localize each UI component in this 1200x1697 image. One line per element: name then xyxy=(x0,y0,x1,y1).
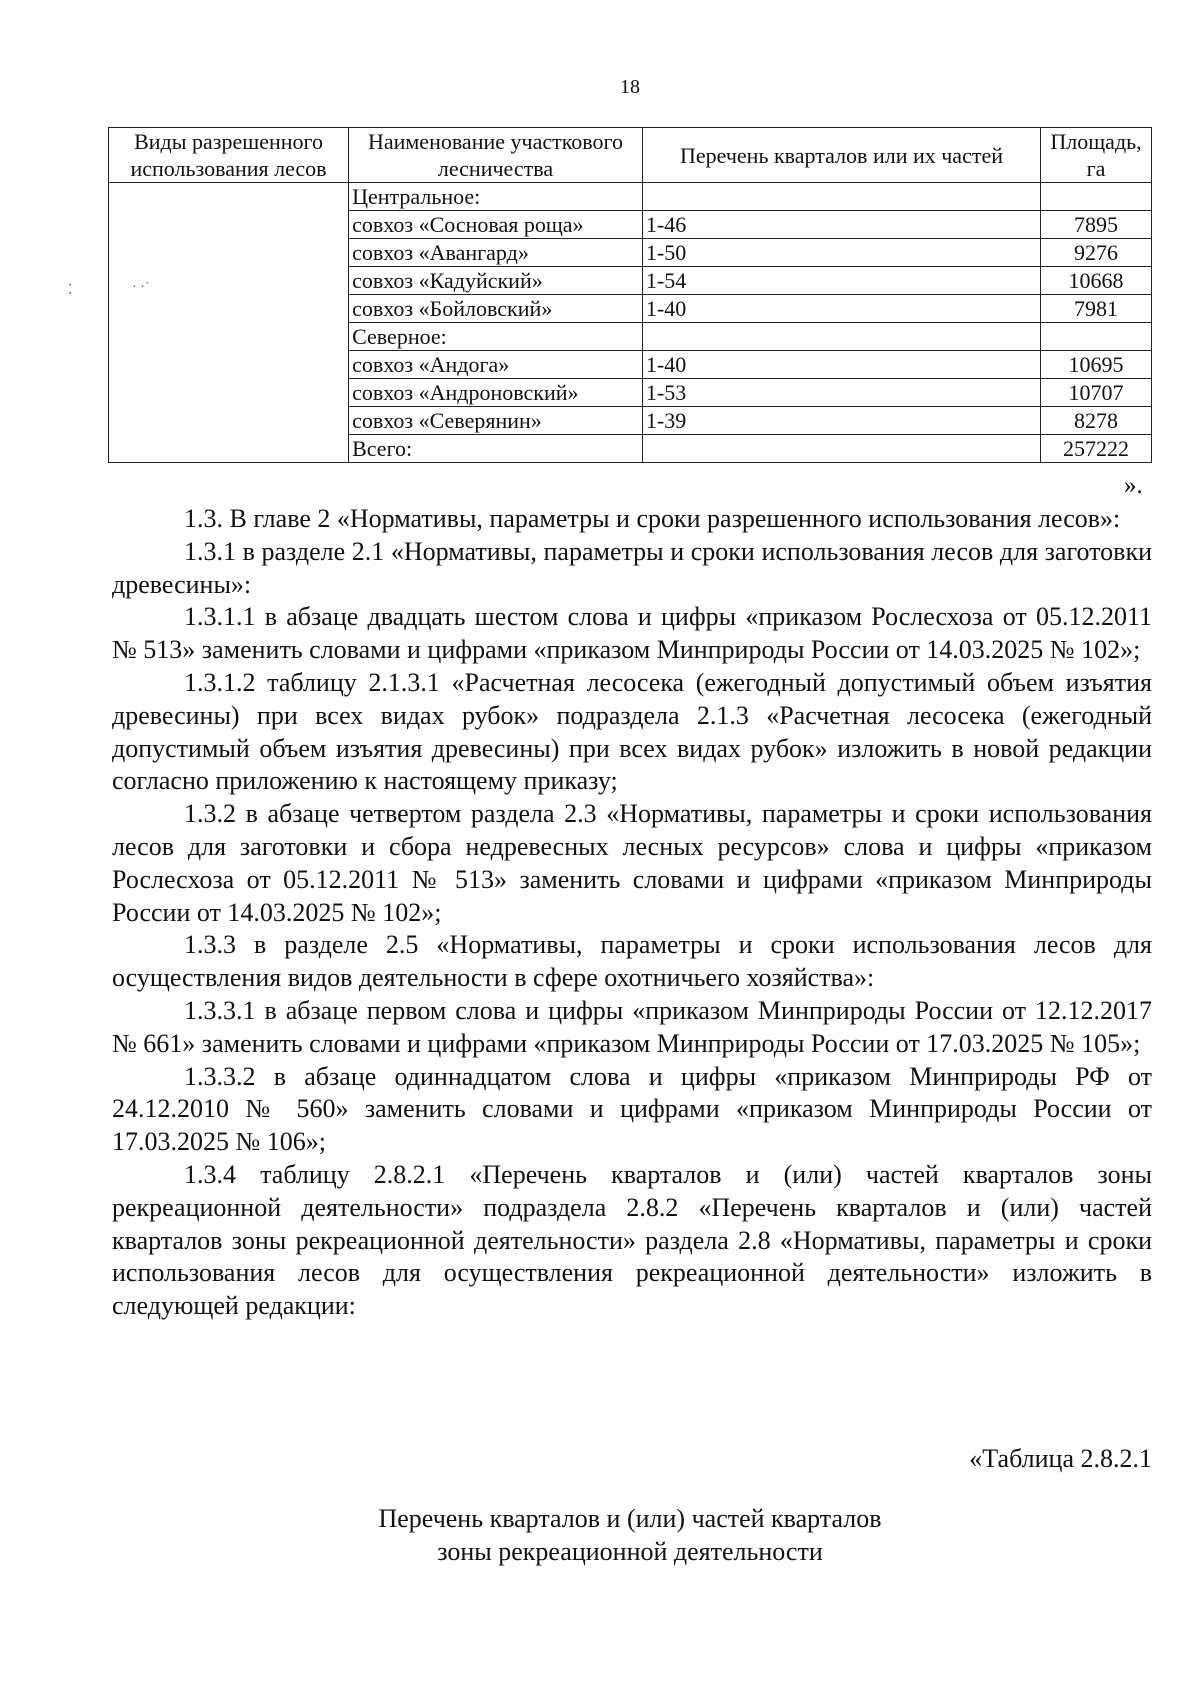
scan-artifact: ⁚ xyxy=(68,283,73,298)
area-cell: 8278 xyxy=(1041,407,1152,435)
forestry-name-cell: совхоз «Кадуйский» xyxy=(349,267,643,295)
quarters-cell: 1-39 xyxy=(642,407,1040,435)
area-cell xyxy=(1041,183,1152,211)
paragraph: 1.3.3.2 в абзаце одиннадцатом слова и цифры «приказом Минприроды РФ от 24.12.2010 № 560» заменить словами и цифрами «приказом Минприроды России от 17.03.2025 № 106»; xyxy=(112,1061,1152,1157)
area-cell: 10668 xyxy=(1041,267,1152,295)
next-table-title xyxy=(0,1502,1200,1568)
paragraph: 1.3.1.1 в абзаце двадцать шестом слова и цифры «приказом Рослесхоза от 05.12.2011 № 513» заменить словами и цифрами «приказом Минприроды России от 14.03.2025 № 102»; xyxy=(112,602,1152,665)
quarters-cell: 1-54 xyxy=(642,267,1040,295)
forest-use-table xyxy=(108,127,1152,463)
scan-artifact: · ·˙ xyxy=(132,280,150,295)
table-header-row xyxy=(109,128,1152,183)
paragraph: 1.3.2 в абзаце четвертом раздела 2.3 «Нормативы, параметры и сроки использования лесов для заготовки и сбора недревесных лесных ресурсов» слова и цифры «приказом Рослесхоза от 05.12.2011 № 513» заменить словами и цифрами «приказом Минприроды России от 14.03.2025 № 102»; xyxy=(112,799,1152,927)
area-cell: 7981 xyxy=(1041,295,1152,323)
area-cell: 10707 xyxy=(1041,379,1152,407)
table-row xyxy=(109,183,1152,211)
header-quarters: Перечень кварталов или их частей xyxy=(642,128,1040,183)
area-cell: 7895 xyxy=(1041,211,1152,239)
use-type-cell xyxy=(109,183,349,463)
paragraph: 1.3. В главе 2 «Нормативы, параметры и сроки разрешенного использования лесов»: xyxy=(184,504,1121,533)
table-closing-quote: ». xyxy=(1124,472,1143,499)
forestry-name-cell: совхоз «Андога» xyxy=(349,351,643,379)
area-total-cell: 257222 xyxy=(1041,435,1152,463)
paragraph: 1.3.1.2 таблицу 2.1.3.1 «Расчетная лесосека (ежегодный допустимый объем изъятия древесины) при всех видах рубок» подраздела 2.1.3 «Расчетная лесосека (ежегодный допустимый объем изъятия древесины) при всех видах рубок» изложить в новой редакции согласно приложению к настоящему приказу; xyxy=(112,667,1152,796)
paragraph: 1.3.3 в разделе 2.5 «Нормативы, параметры и сроки использования лесов для осуществления видов деятельности в сфере охотничьего хозяйства»: xyxy=(112,930,1152,993)
next-table-title-line: зоны рекреационной деятельности xyxy=(437,1537,823,1566)
paragraph: 1.3.3.1 в абзаце первом слова и цифры «приказом Минприроды России от 12.12.2017 № 661» заменить словами и цифрами «приказом Минприроды России от 17.03.2025 № 105»; xyxy=(112,995,1152,1058)
header-use-type: Виды разрешенного использования лесов xyxy=(109,128,349,183)
forestry-name-cell: совхоз «Сосновая роща» xyxy=(349,211,643,239)
quarters-cell: 1-53 xyxy=(642,379,1040,407)
forestry-name-cell: совхоз «Андроновский» xyxy=(349,379,643,407)
quarters-cell: 1-40 xyxy=(642,351,1040,379)
quarters-cell: 1-40 xyxy=(642,295,1040,323)
forestry-name-cell: Всего: xyxy=(349,435,643,463)
forestry-name-cell: Северное: xyxy=(349,323,643,351)
forestry-name-cell: совхоз «Бойловский» xyxy=(349,295,643,323)
next-table-title-line: Перечень кварталов и (или) частей кварталов xyxy=(378,1504,882,1533)
quarters-cell: 1-46 xyxy=(642,211,1040,239)
page-number: 18 xyxy=(620,76,640,98)
area-cell: 10695 xyxy=(1041,351,1152,379)
next-table-label: «Таблица 2.8.2.1 xyxy=(969,1444,1152,1473)
area-cell xyxy=(1041,323,1152,351)
header-area: Площадь, га xyxy=(1041,128,1152,183)
forestry-name-cell: Центральное: xyxy=(349,183,643,211)
header-forestry-name: Наименование участкового лесничества xyxy=(349,128,643,183)
paragraph: 1.3.4 таблицу 2.8.2.1 «Перечень кварталов и (или) частей кварталов зоны рекреационной деятельности» подраздела 2.8.2 «Перечень кварталов и (или) частей кварталов зоны рекреационной деятельности» раздела 2.8 «Нормативы, параметры и сроки использования лесов для осуществления рекреационной деятельности» изложить в следующей редакции: xyxy=(112,1159,1152,1321)
document-body xyxy=(112,503,1152,1323)
quarters-cell xyxy=(642,435,1040,463)
paragraph: 1.3.1 в разделе 2.1 «Нормативы, параметры и сроки использования лесов для заготовки древесины»: xyxy=(112,536,1152,599)
quarters-cell: 1-50 xyxy=(642,239,1040,267)
forestry-name-cell: совхоз «Авангард» xyxy=(349,239,643,267)
area-cell: 9276 xyxy=(1041,239,1152,267)
forestry-name-cell: совхоз «Северянин» xyxy=(349,407,643,435)
quarters-cell xyxy=(642,183,1040,211)
quarters-cell xyxy=(642,323,1040,351)
